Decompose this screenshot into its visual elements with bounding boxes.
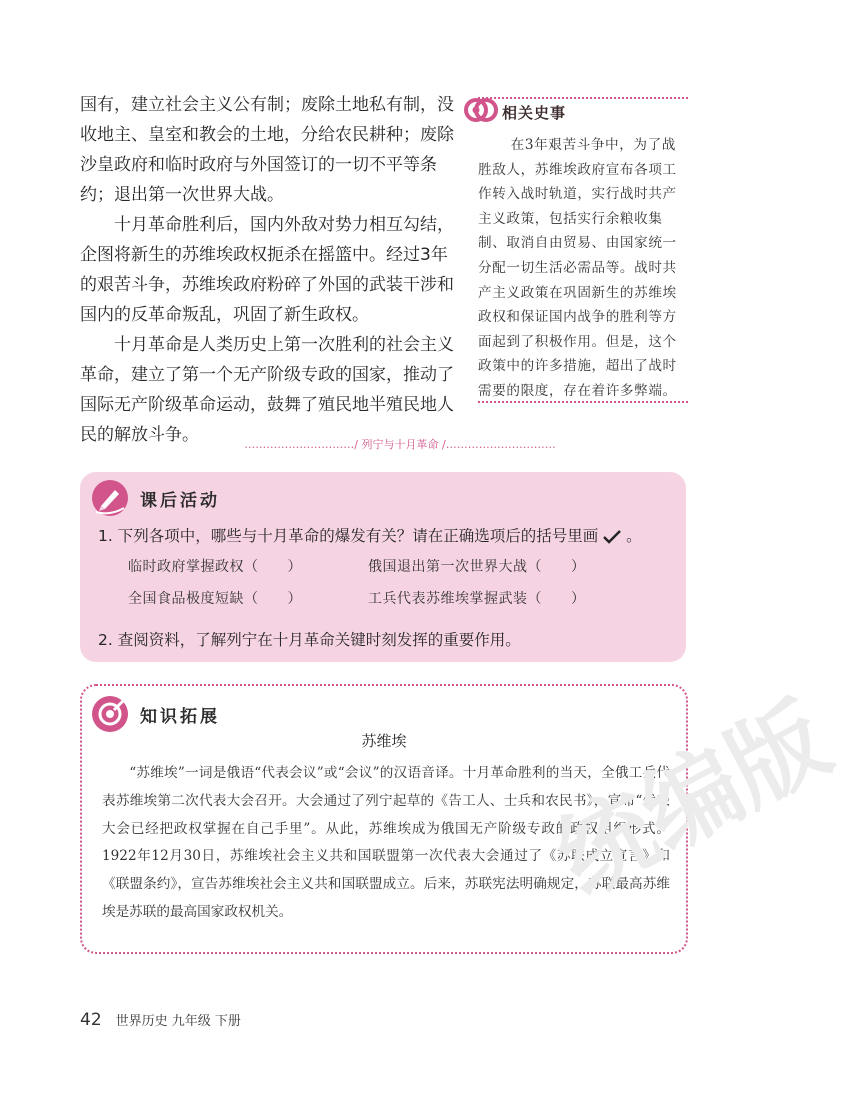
question-1-text: 1. 下列各项中，哪些与十月革命的爆发有关？请在正确选项后的括号里画 <box>98 527 599 545</box>
activity-header <box>90 478 220 518</box>
watermark: 统编版 <box>539 682 847 917</box>
activity-pen-icon <box>90 478 130 518</box>
question-1-end: 。 <box>626 527 642 545</box>
after-class-activity <box>80 472 686 662</box>
option-4[interactable]: 工兵代表苏维埃掌握武装（ ） <box>368 591 586 607</box>
main-paragraph-1: 国有，建立社会主义公有制；废除土地私有制，没收地主、皇室和教会的土地，分给农民耕种；废除沙皇政府和临时政府与外国签订的一切不平等条约；退出第一次世界大战。 <box>80 95 454 205</box>
extension-body: “苏维埃”一词是俄语“代表会议”或“会议”的汉语音译。十月革命胜利的当天，全俄工兵代表苏维埃第二次代表大会召开。大会通过了列宁起草的《告工人、士兵和农民书》，宣布“代表大会已经把政权掌握在自己手里”。从此，苏维埃成为俄国无产阶级专政的政权组织形式。1922年12月30日，苏维埃社会主义共和国联盟第一次代表大会通过了《苏联成立宣言》和《联盟条约》，宣告苏维埃社会主义共和国联盟成立。后来，苏联宪法明确规定，苏联最高苏维埃是苏联的最高国家政权机关。 <box>102 765 670 920</box>
option-1[interactable]: 临时政府掌握政权（ ） <box>128 559 302 575</box>
book-title: 世界历史 九年级 下册 <box>115 1014 241 1029</box>
extension-subtitle: 苏维埃 <box>361 732 407 750</box>
option-3[interactable]: 全国食品极度短缺（ ） <box>128 591 302 607</box>
activity-question-1 <box>98 524 683 546</box>
option-2[interactable]: 俄国退出第一次世界大战（ ） <box>368 559 586 575</box>
page-number: 42 <box>80 1010 102 1030</box>
knowledge-extension-icon <box>90 694 130 734</box>
sidebar-body: 在3年艰苦斗争中，为了战胜敌人，苏维埃政府宣布各项工作转入战时轨道，实行战时共产主义政策，包括实行余粮收集制、取消自由贸易、由国家统一分配一切生活必需品等。战时共产主义政策在巩固新生的苏维埃政权和保证国内战争的胜利等方面起到了积极作用。但是，这个政策中的许多措施，超出了战时需要的限度，存在着许多弊端。 <box>478 137 677 399</box>
activity-question-2: 2. 查阅资料，了解列宁在十月革命关键时刻发挥的重要作用。 <box>98 631 521 649</box>
section-caption: …………………………/ 列宁与十月革命 /………………………… <box>244 438 556 451</box>
activity-title: 课后活动 <box>140 490 220 511</box>
extension-title: 知识拓展 <box>140 706 220 727</box>
main-paragraph-2: 十月革命胜利后，国内外敌对势力相互勾结，企图将新生的苏维埃政权扼杀在摇篮中。经过3年的艰苦斗争，苏维埃政府粉碎了外国的武装干涉和国内的反革命叛乱，巩固了新生政权。 <box>80 215 454 325</box>
main-text <box>80 90 458 450</box>
related-history-sidebar <box>478 97 688 403</box>
main-paragraph-3: 十月革命是人类历史上第一次胜利的社会主义革命，建立了第一个无产阶级专政的国家，推动了国际无产阶级革命运动，鼓舞了殖民地半殖民地人民的解放斗争。 <box>80 335 454 445</box>
extension-header <box>90 694 220 734</box>
sidebar-title: 相关史事 <box>502 103 567 122</box>
sidebar-header <box>464 93 566 127</box>
related-history-icon <box>464 93 498 127</box>
check-mark-icon <box>603 530 621 544</box>
page-footer <box>80 1010 241 1030</box>
